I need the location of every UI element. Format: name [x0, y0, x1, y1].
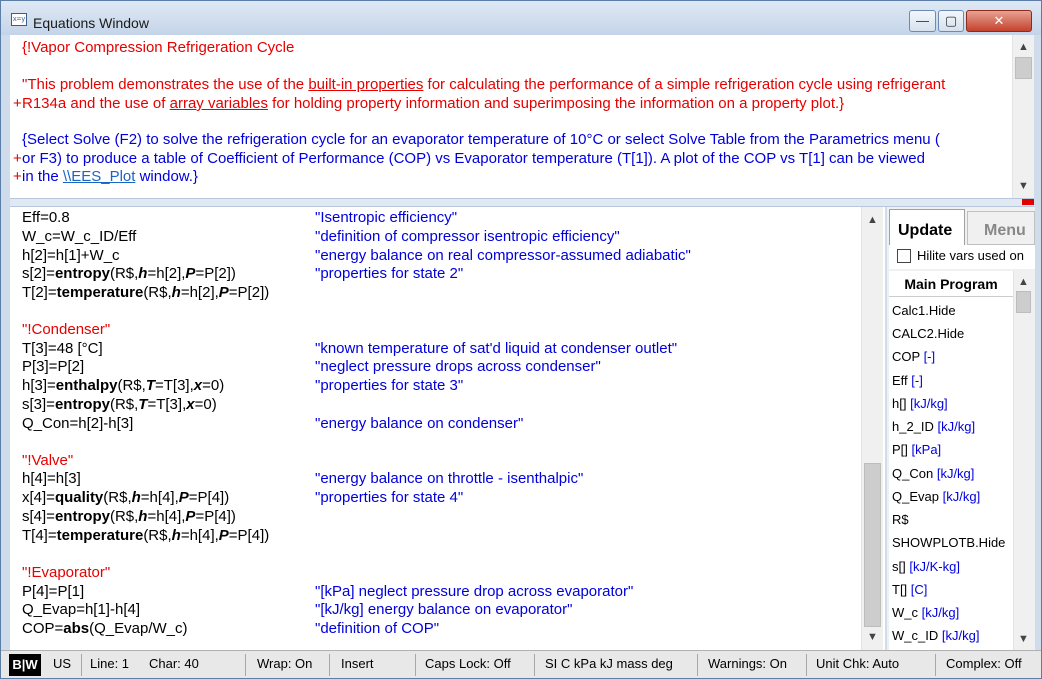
variable-item[interactable]: h[] [kJ/kg] [892, 396, 948, 411]
variable-item[interactable]: Eff [-] [892, 373, 923, 388]
equation-line: Q_Evap=h[1]-h[4] [22, 601, 140, 618]
status-divider [534, 654, 535, 676]
status-bar [1, 650, 1041, 678]
status-locale: US [53, 656, 72, 671]
equation-comment: "properties for state 3" [315, 377, 464, 394]
scroll-up-icon[interactable]: ▲ [867, 214, 878, 226]
status-insert[interactable]: Insert [341, 656, 374, 671]
header-comment-pane[interactable] [10, 35, 1034, 198]
equation-comment: "energy balance on real compressor-assumed adiabatic" [315, 247, 691, 264]
scroll-up-icon[interactable]: ▲ [1018, 276, 1029, 288]
black-white-toggle[interactable]: B|W [9, 654, 41, 676]
section-heading-evaporator: "!Evaporator" [22, 564, 111, 581]
variable-item[interactable]: P[] [kPa] [892, 442, 942, 457]
equation-comment: "energy balance on throttle - isenthalpic" [315, 470, 584, 487]
variable-item[interactable]: Calc1.Hide [892, 303, 956, 318]
header-scrollbar[interactable] [1012, 35, 1034, 198]
header-line-6: in the \\EES_Plot window.} [22, 168, 198, 185]
equation-line: Q_Con=h[2]-h[3] [22, 415, 134, 432]
continuation-marker: + [13, 95, 22, 112]
equation-line: x[4]=quality(R$,h=h[4],P=P[4]) [22, 489, 230, 506]
header-line-2: "This problem demonstrates the use of the built-in properties for calculating the performance of a simple refrigeration cycle using refrigerant [22, 76, 946, 93]
status-caps-lock: Caps Lock: Off [425, 656, 511, 671]
header-line-5: or F3) to produce a table of Coefficient of Performance (COP) vs Evaporator temperature (T[1]). A plot of the COP vs T[1] can be viewed [22, 150, 925, 167]
equation-line: s[3]=entropy(R$,T=T[3],x=0) [22, 396, 217, 413]
scroll-down-icon[interactable]: ▼ [1018, 180, 1029, 192]
equation-line: Eff=0.8 [22, 209, 70, 226]
variable-item[interactable]: Q_Evap [kJ/kg] [892, 489, 981, 504]
header-line-4: {Select Solve (F2) to solve the refrigeration cycle for an evaporator temperature of 10°C or select Solve Table from the Parametrics menu ( [22, 131, 940, 148]
equation-line: s[2]=entropy(R$,h=h[2],P=P[2]) [22, 265, 236, 282]
section-heading-valve: "!Valve" [22, 452, 74, 469]
equation-line: P[4]=P[1] [22, 583, 85, 600]
variable-item[interactable]: W_c_ID [kJ/kg] [892, 628, 980, 643]
variable-item[interactable]: T[] [C] [892, 582, 928, 597]
equations-editor[interactable] [10, 207, 885, 650]
variable-list-scrollbar[interactable] [1013, 271, 1033, 650]
variable-item[interactable]: s[] [kJ/K-kg] [892, 559, 960, 574]
equation-line: T[4]=temperature(R$,h=h[4],P=P[4]) [22, 527, 270, 544]
maximize-button[interactable]: ▢ [938, 10, 964, 32]
equation-comment: "Isentropic efficiency" [315, 209, 458, 226]
hilite-vars-checkbox[interactable] [897, 249, 911, 263]
equation-comment: "properties for state 4" [315, 489, 464, 506]
status-unit-check[interactable]: Unit Chk: Auto [816, 656, 900, 671]
variable-item[interactable]: W_c [kJ/kg] [892, 605, 960, 620]
equation-line: T[2]=temperature(R$,h=h[2],P=P[2]) [22, 284, 270, 301]
splitter-marker [1022, 199, 1034, 205]
status-wrap[interactable]: Wrap: On [257, 656, 313, 671]
status-line: Line: 1 [90, 656, 130, 671]
equation-line: s[4]=entropy(R$,h=h[4],P=P[4]) [22, 508, 236, 525]
equations-scrollbar[interactable] [861, 207, 883, 650]
hilite-vars-option[interactable] [889, 245, 1035, 269]
pane-splitter[interactable] [10, 198, 1034, 207]
title-bar[interactable] [1, 1, 1041, 35]
equation-comment: "[kJ/kg] energy balance on evaporator" [315, 601, 573, 618]
scroll-up-icon[interactable]: ▲ [1018, 41, 1029, 53]
scroll-thumb[interactable] [1015, 57, 1032, 79]
section-heading-condenser: "!Condenser" [22, 321, 111, 338]
status-divider [245, 654, 246, 676]
header-line-1: {!Vapor Compression Refrigeration Cycle [22, 39, 295, 56]
equation-comment: "definition of COP" [315, 620, 440, 637]
status-divider [697, 654, 698, 676]
variable-side-panel [887, 207, 1035, 650]
status-divider [329, 654, 330, 676]
equation-comment: "definition of compressor isentropic efficiency" [315, 228, 620, 245]
minimize-button[interactable]: — [909, 10, 936, 32]
equation-line: h[2]=h[1]+W_c [22, 247, 120, 264]
status-divider [806, 654, 807, 676]
continuation-marker: + [13, 150, 22, 167]
equation-line: P[3]=P[2] [22, 358, 85, 375]
variable-item[interactable]: h_2_ID [kJ/kg] [892, 419, 976, 434]
scroll-thumb[interactable] [1016, 291, 1031, 313]
continuation-marker: + [13, 168, 22, 185]
tab-update[interactable]: Update [889, 209, 965, 245]
variable-item[interactable]: SHOWPLOTB.Hide [892, 535, 1006, 550]
status-divider [415, 654, 416, 676]
ees-plot-link[interactable]: \\EES_Plot [62, 168, 136, 185]
variable-item[interactable]: R$ [892, 512, 909, 527]
equation-comment: "properties for state 2" [315, 265, 464, 282]
equation-line: h[3]=enthalpy(R$,T=T[3],x=0) [22, 377, 225, 394]
tab-menu[interactable]: Menu [967, 211, 1035, 245]
scroll-down-icon[interactable]: ▼ [867, 631, 878, 643]
variable-item[interactable]: COP [-] [892, 349, 936, 364]
equation-line: COP=abs(Q_Evap/W_c) [22, 620, 188, 637]
hilite-vars-label: Hilite vars used on [917, 248, 1024, 263]
status-divider [81, 654, 82, 676]
equation-comment: "neglect pressure drops across condenser" [315, 358, 601, 375]
status-unit-system[interactable]: SI C kPa kJ mass deg [545, 656, 673, 671]
equation-line: T[3]=48 [°C] [22, 340, 103, 357]
close-button[interactable]: ✕ [966, 10, 1032, 32]
variable-list[interactable] [889, 297, 1013, 650]
equation-comment: "[kPa] neglect pressure drop across evaporator" [315, 583, 634, 600]
status-divider [935, 654, 936, 676]
scroll-thumb[interactable] [864, 463, 881, 627]
equation-comment: "known temperature of sat'd liquid at condenser outlet" [315, 340, 678, 357]
built-in-properties-link[interactable]: built-in properties [308, 76, 424, 93]
app-icon: x=y [11, 13, 27, 26]
status-char: Char: 40 [149, 656, 199, 671]
scroll-down-icon[interactable]: ▼ [1018, 633, 1029, 645]
status-warnings[interactable]: Warnings: On [708, 656, 787, 671]
status-complex[interactable]: Complex: Off [946, 656, 1022, 671]
equation-line: h[4]=h[3] [22, 470, 81, 487]
array-variables-link[interactable]: array variables [169, 95, 268, 112]
variable-item[interactable]: CALC2.Hide [892, 326, 965, 341]
main-program-header[interactable]: Main Program [889, 271, 1013, 297]
variable-item[interactable]: Q_Con [kJ/kg] [892, 466, 975, 481]
equation-comment: "energy balance on condenser" [315, 415, 524, 432]
window-title: Equations Window [33, 15, 149, 31]
header-line-3: R134a and the use of array variables for holding property information and superimposing the information on a property plot.} [22, 95, 845, 112]
equation-line: W_c=W_c_ID/Eff [22, 228, 137, 245]
